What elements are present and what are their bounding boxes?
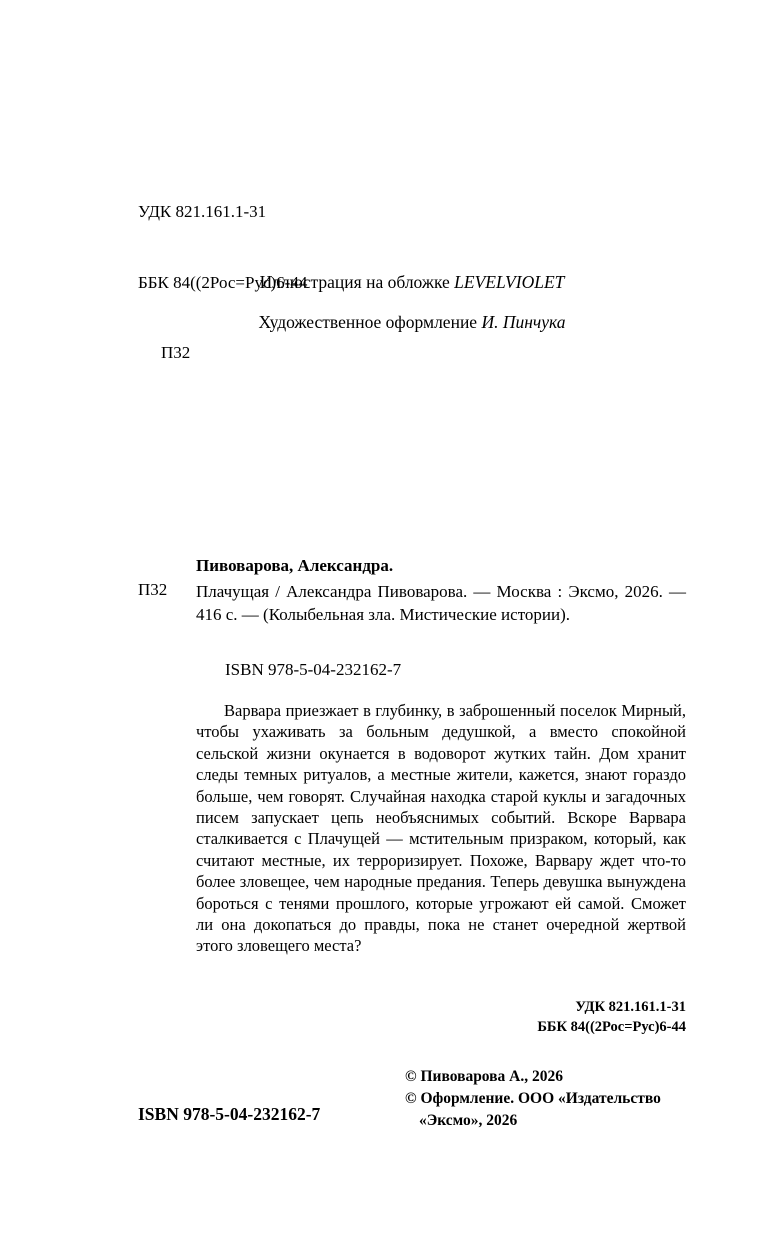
bottom-classification-block	[196, 998, 686, 1037]
design-credit-name: И. Пинчука	[481, 312, 566, 332]
copyright-publisher-line1: © Оформление. ООО «Издательство	[405, 1090, 661, 1107]
annotation-text: Варвара приезжает в глубинку, в заброшенный поселок Мирный, чтобы ухаживать за больным дедушкой, а вместо спокойной сельской жизни окунается в водоворот жутких тайн. Дом хранит следы темных ритуалов, а местные жители, кажется, знают гораздо больше, чем говорят. Случайная находка старой куклы и загадочных писем запускает цепь необъяснимых событий. Вскоре Варвара сталкивается с Плачущей — мстительным призраком, который, как считают местные, их терроризирует. Похоже, Варвару ждет что-то более зловещее, чем народные предания. Теперь девушка вынуждена бороться с тенями прошлого, которые угрожают ей самой. Сможет ли она докопаться до правды, пока не станет очередной жертвой этого зловещего места?	[196, 701, 686, 956]
isbn-bottom: ISBN 978-5-04-232162-7	[138, 1104, 321, 1124]
catalog-isbn: ISBN 978-5-04-232162-7	[225, 660, 402, 679]
udk-code-bottom: УДК 821.161.1-31	[575, 999, 686, 1015]
author-sign-code: П32	[161, 343, 191, 362]
design-credit-label: Художественное оформление	[258, 312, 482, 332]
credits-block	[138, 272, 686, 333]
copyright-publisher-line2: «Эксмо», 2026	[419, 1112, 518, 1129]
catalog-author-sign: П32	[138, 580, 168, 599]
bbk-code: ББК 84((2Рос=Рус)6-44	[138, 272, 308, 292]
illustration-credit-label: Иллюстрация на обложке	[259, 272, 455, 292]
design-credit	[138, 312, 686, 333]
udk-code: УДК 821.161.1-31	[138, 202, 267, 221]
bbk-code-bottom: ББК 84((2Рос=Рус)6-44	[537, 1018, 686, 1035]
copyright-author: © Пивоварова А., 2026	[405, 1068, 563, 1085]
catalog-author: Пивоварова, Александра.	[196, 556, 394, 575]
copyright-block	[405, 1066, 705, 1132]
illustration-credit-name: LEVELVIOLET	[454, 272, 565, 292]
cover-illustration-credit	[138, 272, 686, 293]
catalog-description: Плачущая / Александра Пивоварова. — Москва : Эксмо, 2026. — 416 с. — (Колыбельная зла. Мистические истории).	[196, 582, 686, 624]
